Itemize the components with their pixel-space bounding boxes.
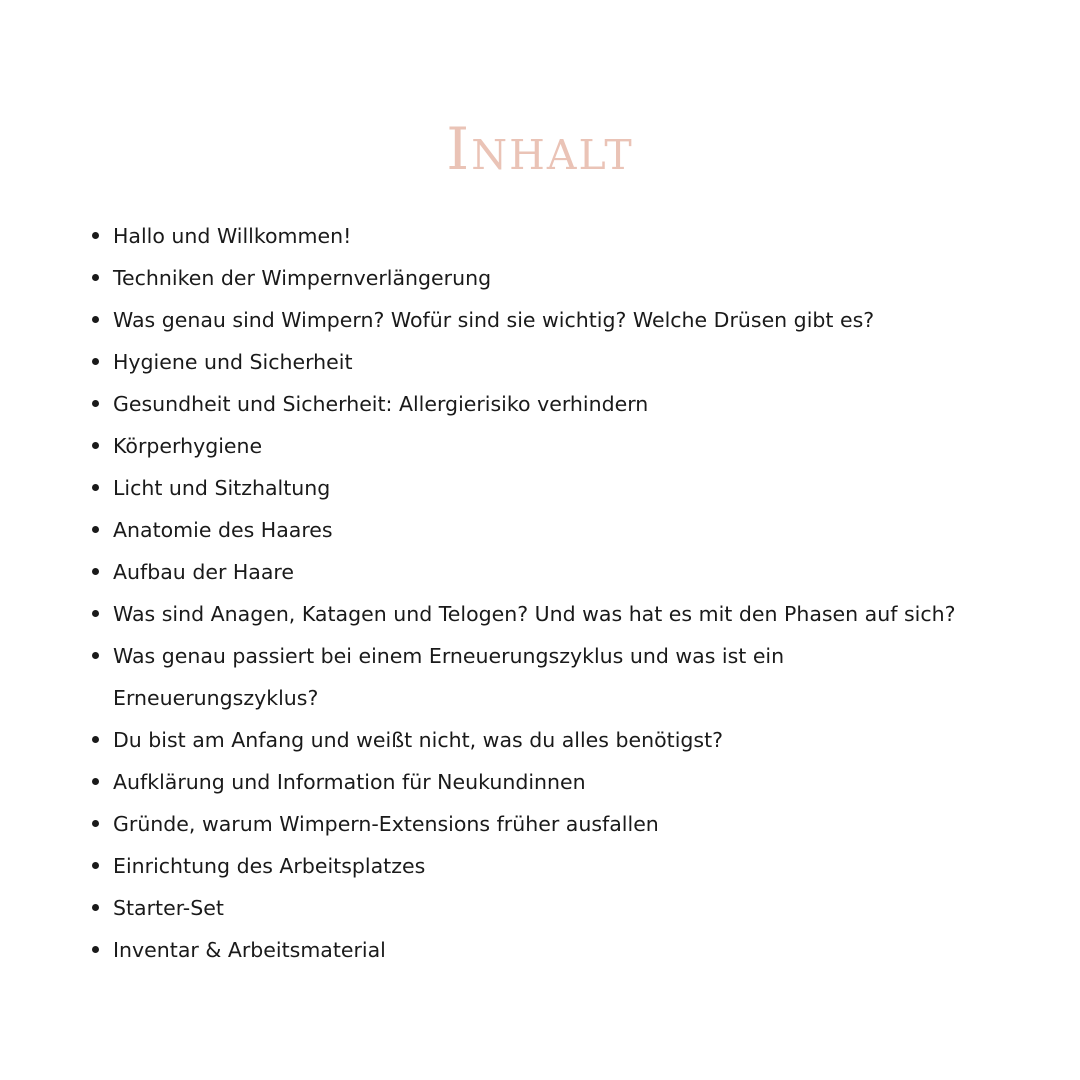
page-title: Inhalt [446,115,634,183]
bullet-icon [92,358,99,365]
toc-item-label: Was genau passiert bei einem Erneuerungszyklus und was ist ein Erneuerungszyklus? [113,644,785,710]
bullet-icon [92,568,99,575]
bullet-icon [92,778,99,785]
bullet-icon [92,484,99,491]
bullet-icon [92,526,99,533]
toc-item [113,257,1033,299]
toc-item [113,383,1033,425]
toc-item [113,803,1033,845]
toc-item [113,551,1033,593]
bullet-icon [92,610,99,617]
bullet-icon [92,274,99,281]
toc-item [113,929,1033,971]
toc-item-label: Hallo und Willkommen! [113,224,352,248]
toc-item [113,719,1033,761]
bullet-icon [92,652,99,659]
toc-item-label: Techniken der Wimpernverlängerung [113,266,492,290]
toc-item-label: Einrichtung des Arbeitsplatzes [113,854,426,878]
toc-item-label: Inventar & Arbeitsmaterial [113,938,386,962]
bullet-icon [92,316,99,323]
toc-item [113,341,1033,383]
toc-item-label: Licht und Sitzhaltung [113,476,331,500]
toc-item [113,635,833,719]
toc-item [113,467,1033,509]
toc-item [113,887,1033,929]
toc-item-label: Hygiene und Sicherheit [113,350,353,374]
toc-item-label: Aufklärung und Information für Neukundinnen [113,770,586,794]
bullet-icon [92,946,99,953]
toc-item [113,425,1033,467]
bullet-icon [92,820,99,827]
toc-item [113,215,1033,257]
toc-item-label: Was genau sind Wimpern? Wofür sind sie wichtig? Welche Drüsen gibt es? [113,308,875,332]
toc-item-label: Gründe, warum Wimpern-Extensions früher ausfallen [113,812,659,836]
bullet-icon [92,442,99,449]
toc-item-label: Körperhygiene [113,434,263,458]
toc-item [113,845,1033,887]
toc-item [113,761,1033,803]
table-of-contents [113,215,1033,971]
bullet-icon [92,736,99,743]
bullet-icon [92,862,99,869]
toc-item-label: Gesundheit und Sicherheit: Allergierisiko verhindern [113,392,649,416]
bullet-icon [92,232,99,239]
toc-item-label: Anatomie des Haares [113,518,333,542]
toc-item [113,509,1033,551]
bullet-icon [92,400,99,407]
toc-item-label: Was sind Anagen, Katagen und Telogen? Und was hat es mit den Phasen auf sich? [113,602,956,626]
toc-item-label: Du bist am Anfang und weißt nicht, was du alles benötigst? [113,728,723,752]
bullet-icon [92,904,99,911]
toc-item [113,593,1033,635]
toc-item [113,299,1033,341]
toc-item-label: Aufbau der Haare [113,560,295,584]
toc-item-label: Starter-Set [113,896,224,920]
